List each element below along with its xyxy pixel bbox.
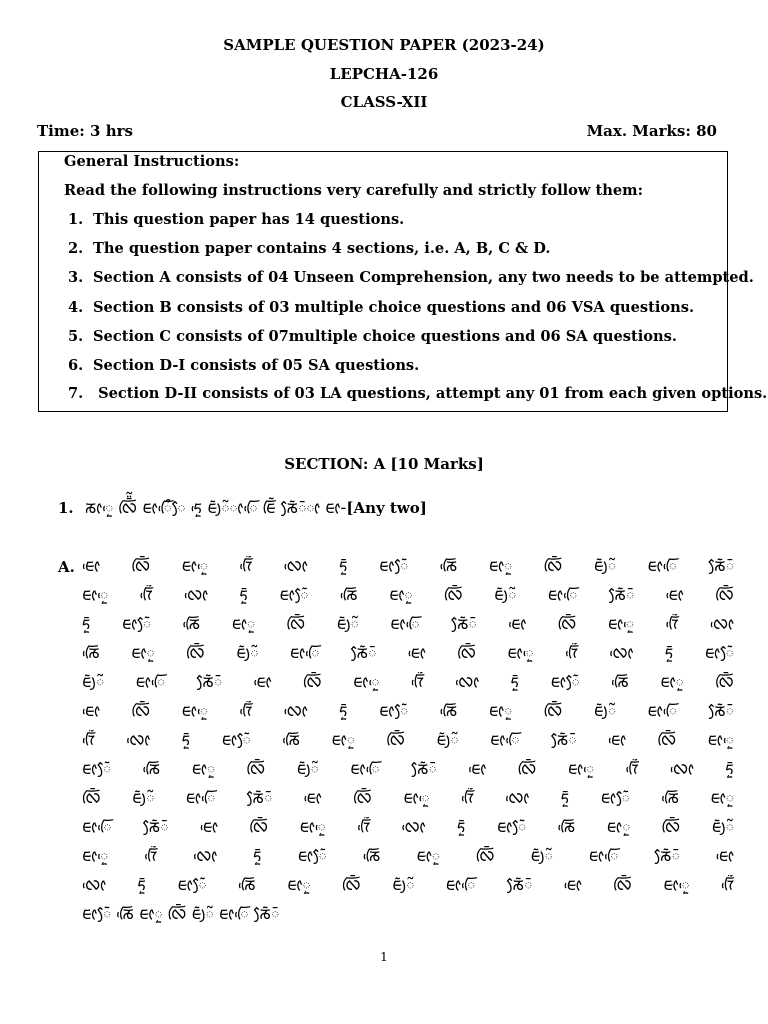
passage-line: ᰀᰦᰬᰵ ᰅᰩᰵᰰ ᰜᰦᰵ ᰁᰬᰳ ᰀᰦᰧᰶ ᰕᰩᰵ ᰀᰦᰬ ᰜᰩᰳ ᰀᰪᰶᰲ ᰀᰦᰩᰵ ᰕᰧᰶᰳ ᰀᰦᰵ ᰜᰩᰳ [82,585,734,604]
instructions-lead: Read the following instructions very carefully and strictly follow them: [64,182,644,199]
instruction-item [68,357,419,374]
passage-line: ᰁᰬᰳ ᰀᰦᰧᰶ ᰕᰩᰵ ᰀᰦᰬ ᰜᰩᰳ ᰀᰪᰶᰲ ᰀᰦᰩᰵ ᰕᰧᰶᰳ ᰀᰦᰵ ᰜᰩᰳ ᰀᰦᰬᰵ ᰅᰩᰵᰰ ᰜᰦᰵ [82,614,734,633]
instruction-text: Section D-II consists of 03 LA questions, attempt any 01 from each given options. [93,385,768,402]
instruction-text: This question paper has 14 questions. [93,211,405,228]
subject-code: LEPCHA-126 [329,65,439,83]
passage-line: ᰀᰦᰩᰵ ᰕᰧᰶᰳ ᰀᰦᰵ ᰜᰩᰳ ᰀᰦᰬᰵ ᰅᰩᰵᰰ ᰜᰦᰵ ᰁᰬᰳ ᰀᰦᰧᰶ ᰕᰩᰵ ᰀᰦᰬ ᰜᰩᰳ ᰀᰪᰶᰲ [82,817,734,836]
passage-line: ᰕᰩᰵ ᰀᰦᰬ ᰜᰩᰳ ᰀᰪᰶᰲ ᰀᰦᰩᰵ ᰕᰧᰶᰳ ᰀᰦᰵ ᰜᰩᰳ ᰀᰦᰬᰵ ᰅᰩᰵᰰ ᰜᰦᰵ ᰁᰬᰳ ᰀᰦᰧᰶ [82,643,734,662]
instruction-item [68,240,551,257]
instruction-text: Section D-I consists of 05 SA questions. [93,357,420,374]
instruction-number: 5. [68,328,84,345]
instruction-text: The question paper contains 4 sections, i.e. A, B, C & D. [93,240,551,257]
passage-line: ᰜᰩᰳ ᰀᰪᰶᰲ ᰀᰦᰩᰵ ᰕᰧᰶᰳ ᰀᰦᰵ ᰜᰩᰳ ᰀᰦᰬᰵ ᰅᰩᰵᰰ ᰜᰦᰵ ᰁᰬᰳ ᰀᰦᰧᰶ ᰕᰩᰵ ᰀᰦᰬ [82,788,734,807]
question-1 [58,497,427,521]
passage-line: ᰅᰩᰵᰰ ᰜᰦᰵ ᰁᰬᰳ ᰀᰦᰧᰶ ᰕᰩᰵ ᰀᰦᰬ ᰜᰩᰳ ᰀᰪᰶᰲ ᰀᰦᰩᰵ ᰕᰧᰶᰳ ᰀᰦᰵ ᰜᰩᰳ ᰀᰦᰬᰵ [82,730,734,749]
instruction-number: 7. [68,385,84,402]
max-marks-label: Max. Marks: 80 [586,122,717,140]
question-number: 1. [58,499,74,517]
class-label: CLASS-XII [340,93,428,111]
instruction-item [68,211,404,228]
passage-line: ᰀᰦᰧᰶ ᰕᰩᰵ ᰀᰦᰬ ᰜᰩᰳ ᰀᰪᰶᰲ ᰀᰦᰩᰵ ᰕᰧᰶᰳ [82,904,280,923]
question-text: ᰕᰦᰬᰵ ᰜᰩᰳᰮᰲ ᰀᰦᰩᰵᰰᰧ ᰁᰬᰵ ᰀᰪᰶᰲᰦᰩᰵ ᰀᰩᰶ ᰕᰧᰶᰳᰦ ᰀᰦ- [84,498,347,517]
passage-line: ᰀᰦᰬᰵ ᰅᰩᰵᰰ ᰜᰦᰵ ᰁᰬᰳ ᰀᰦᰧᰶ ᰕᰩᰵ ᰀᰦᰬ ᰜᰩᰳ ᰀᰪᰶᰲ ᰀᰦᰩᰵ ᰕᰧᰶᰳ ᰀᰦᰵ [82,846,734,865]
instruction-text: Section A consists of 04 Unseen Comprehension, any two needs to be attempted. [93,269,754,286]
instruction-number: 4. [68,299,84,316]
instruction-item [68,269,754,286]
paper-title: SAMPLE QUESTION PAPER (2023-24) [223,36,545,54]
passage-line: ᰀᰦᰧᰶ ᰕᰩᰵ ᰀᰦᰬ ᰜᰩᰳ ᰀᰪᰶᰲ ᰀᰦᰩᰵ ᰕᰧᰶᰳ ᰀᰦᰵ ᰜᰩᰳ ᰀᰦᰬᰵ ᰅᰩᰵᰰ ᰜᰦᰵ ᰁᰬᰳ [82,759,734,778]
passage-line: ᰀᰦᰵ ᰜᰩᰳ ᰀᰦᰬᰵ ᰅᰩᰵᰰ ᰜᰦᰵ ᰁᰬᰳ ᰀᰦᰧᰶ ᰕᰩᰵ ᰀᰦᰬ ᰜᰩᰳ ᰀᰪᰶᰲ ᰀᰦᰩᰵ ᰕᰧᰶᰳ [82,701,734,720]
passage-line: ᰀᰪᰶᰲ ᰀᰦᰩᰵ ᰕᰧᰶᰳ ᰀᰦᰵ ᰜᰩᰳ ᰀᰦᰬᰵ ᰅᰩᰵᰰ ᰜᰦᰵ ᰁᰬᰳ ᰀᰦᰧᰶ ᰕᰩᰵ ᰀᰦᰬ ᰜᰩᰳ [82,672,734,691]
instruction-number: 1. [68,211,84,228]
page-number: 1 [380,950,388,964]
instruction-number: 2. [68,240,84,257]
instruction-item [68,299,694,316]
instruction-text: Section C consists of 07multiple choice questions and 06 SA questions. [93,328,677,345]
instruction-number: 3. [68,269,84,286]
passage-label: A. [58,558,75,576]
passage-line: ᰀᰦᰵ ᰜᰩᰳ ᰀᰦᰬᰵ ᰅᰩᰵᰰ ᰜᰦᰵ ᰁᰬᰳ ᰀᰦᰧᰶ ᰕᰩᰵ ᰀᰦᰬ ᰜᰩᰳ ᰀᰪᰶᰲ ᰀᰦᰩᰵ ᰕᰧᰶᰳ [82,556,734,575]
instruction-text: Section B consists of 03 multiple choice questions and 06 VSA questions. [93,299,695,316]
instructions-heading: General Instructions: [64,153,240,170]
passage-line: ᰜᰦᰵ ᰁᰬᰳ ᰀᰦᰧᰶ ᰕᰩᰵ ᰀᰦᰬ ᰜᰩᰳ ᰀᰪᰶᰲ ᰀᰦᰩᰵ ᰕᰧᰶᰳ ᰀᰦᰵ ᰜᰩᰳ ᰀᰦᰬᰵ ᰅᰩᰵᰰ [82,875,734,894]
section-a-heading: SECTION: A [10 Marks] [284,455,484,473]
instruction-item [68,385,767,402]
time-label: Time: 3 hrs [37,122,133,140]
general-instructions-box [38,151,768,412]
question-tag: [Any two] [346,499,427,517]
instruction-item [68,328,677,345]
instruction-number: 6. [68,357,84,374]
